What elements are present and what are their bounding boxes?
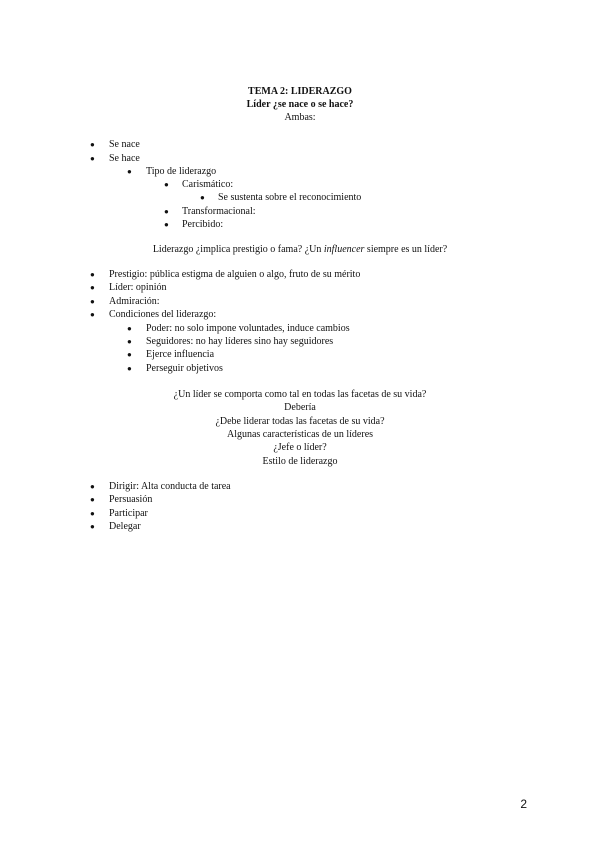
list-item: Delegar xyxy=(109,521,141,532)
list-item: Poder: no solo impone voluntades, induce cambios xyxy=(146,323,350,334)
list-item: Carismático: xyxy=(182,179,234,190)
list-item: Seguidores: no hay líderes sino hay seguidores xyxy=(146,336,334,347)
bullet-icon: ● xyxy=(164,180,169,189)
list-item: Tipo de liderazgo xyxy=(146,166,217,177)
bullet-icon: ● xyxy=(90,154,95,163)
bullet-icon: ● xyxy=(90,310,95,319)
question-part: Liderazgo ¿implica prestigio o fama? ¿Un xyxy=(152,244,324,255)
list-item: Se nace xyxy=(109,139,140,150)
bullet-icon: ● xyxy=(90,270,95,279)
list-item: Líder: opinión xyxy=(109,282,167,293)
list-item: Prestigio: pública estigma de alguien o algo, fruto de su mérito xyxy=(109,269,361,280)
bullet-icon: ● xyxy=(200,193,205,202)
bullet-icon: ● xyxy=(90,140,95,149)
page-subtitle: Líder ¿se nace o se hace? xyxy=(246,99,354,110)
bullet-icon: ● xyxy=(127,364,132,373)
question-italic: influencer xyxy=(323,244,365,255)
list-item: Participar xyxy=(109,508,148,519)
center-line: ¿Un líder se comporta como tal en todas las facetas de su vida? xyxy=(173,389,427,400)
list-item: Se hace xyxy=(109,153,140,164)
center-line: ¿Jefe o líder? xyxy=(273,442,327,453)
center-line: Estilo de liderazgo xyxy=(262,456,338,467)
bullet-icon: ● xyxy=(90,283,95,292)
bullet-icon: ● xyxy=(90,482,95,491)
list-item: Se sustenta sobre el reconocimiento xyxy=(218,192,362,203)
page-number: 2 xyxy=(520,797,527,811)
bullet-icon: ● xyxy=(127,324,132,333)
bullet-icon: ● xyxy=(90,495,95,504)
list-item: Ejerce influencia xyxy=(146,349,215,360)
bullet-icon: ● xyxy=(127,350,132,359)
bullet-icon: ● xyxy=(90,509,95,518)
list-item: Percibido: xyxy=(182,219,224,230)
bullet-icon: ● xyxy=(90,522,95,531)
list-item: Admiración: xyxy=(109,296,160,307)
question-text xyxy=(0,244,600,256)
list-item: Transformacional: xyxy=(182,206,256,217)
question-part: siempre es un líder? xyxy=(364,244,448,255)
center-line: Algunas características de un líderes xyxy=(226,429,374,440)
bullet-icon: ● xyxy=(127,337,132,346)
list-item: Condiciones del liderazgo: xyxy=(109,309,217,320)
list-item: Persuasión xyxy=(109,494,153,505)
bullet-icon: ● xyxy=(164,207,169,216)
page-title: TEMA 2: LIDERAZGO xyxy=(248,86,352,97)
answer-text: Ambas: xyxy=(284,112,316,123)
center-line: ¿Debe liderar todas las facetas de su vida? xyxy=(215,416,385,427)
bullet-icon: ● xyxy=(90,297,95,306)
bullet-icon: ● xyxy=(127,167,132,176)
bullet-icon: ● xyxy=(164,220,169,229)
list-item: Dirigir: Alta conducta de tarea xyxy=(109,481,231,492)
list-item: Perseguir objetivos xyxy=(146,363,223,374)
center-line: Debería xyxy=(284,402,316,413)
